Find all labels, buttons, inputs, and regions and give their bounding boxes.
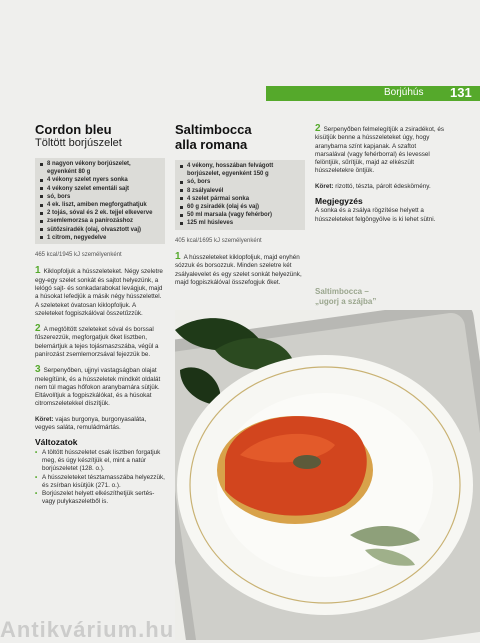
step-2 (35, 325, 165, 359)
saltimbocca-photo (175, 310, 480, 640)
section-title: Borjúhús (384, 87, 424, 98)
step-1 (175, 250, 305, 287)
step-1 (35, 267, 165, 318)
note-text: A sonka és a zsálya rögzítése helyett a hússzeleteket felgöngyölve is ki lehet sütni. (315, 207, 436, 223)
page-number: 131 (450, 85, 472, 100)
side-dish-label: Köret: (315, 182, 334, 190)
step-number: 3 (35, 364, 41, 376)
variation-item: • A töltött hússzeletet csak lisztben forgatjuk meg, és úgy készítjük el, mint a natúr borjúszeletet (128. o.). (35, 449, 165, 474)
ingredient-item: sütőzsiradék (olaj, olvasztott vaj) (39, 226, 161, 234)
ingredient-item: só, bors (39, 193, 161, 201)
sage-leaf (293, 455, 321, 469)
step-number: 1 (35, 265, 41, 277)
ingredient-item: 8 zsályalevél (179, 187, 301, 195)
side-dish-label: Köret: (35, 415, 54, 423)
step-number: 2 (35, 323, 41, 335)
caption-line-1: Saltimbocca – (315, 287, 369, 296)
step-text: Serpenyőben felmelegítjük a zsiradékot, és kisütjük benne a hússzeleteket úgy, hogy aranybarna színt kapjanak. A szaftot marsalával (vagy fehérborral) és levessel felöntjük, sűrítjük, majd az elkészült hússzeletekre öntjük. (315, 126, 444, 175)
side-dish (315, 183, 445, 191)
ingredient-item: 4 vékony szelet ementáli sajt (39, 185, 161, 193)
ingredient-item: 4 szelet pármai sonka (179, 195, 301, 203)
step-text: Kiklopfoljuk a hússzeleteket. Négy szeletre egy-egy szelet sonkát és sajtot helyezünk, a lelógó sajt- és sonkadarabokat levágjuk, majd a húsokat lefedjük a másik négy hússzelettel. A szeleteket óvatosan kiklopfoljuk. A szeleteket fogpiszkálóval összetűzzük. (35, 268, 163, 317)
step-number: 1 (175, 250, 181, 262)
ingredient-list (175, 160, 305, 230)
ingredient-item: 2 tojás, sóval és 2 ek. tejjel elkeverve (39, 209, 161, 217)
ingredient-item: zsemlemorzsa a panírozáshoz (39, 217, 161, 225)
calorie-info: 405 kcal/1695 kJ személyenként (175, 237, 262, 244)
step-number: 2 (315, 123, 321, 134)
side-dish-text: rizottó, tészta, párolt édeskömény. (335, 182, 431, 190)
recipe-saltimbocca-continued (315, 125, 445, 230)
ingredient-item: 4 vékony szelet nyers sonka (39, 176, 161, 184)
recipe-cordon-bleu (35, 122, 165, 507)
ingredient-item: 4 vékony, hosszában felvágott borjúszelet, egyenként 150 g (179, 162, 301, 178)
ingredient-item: 60 g zsiradék (olaj és vaj) (179, 203, 301, 211)
recipe-title: Saltimbocca (175, 122, 252, 137)
step-text: Serpenyőben, ujjnyi vastagságban olajat melegítünk, és a hússzeletek mindkét oldalát nem túl magas hőfokon aranybarnára sütjük. Eltávolítjuk a fogpiszkálókat, és a húsokat citromszeletekkel díszítjük. (35, 367, 161, 408)
section-header-bar (266, 86, 480, 101)
ingredient-item: 125 ml húsleves (179, 219, 301, 227)
recipe-title: Cordon bleu (35, 122, 112, 137)
recipe-title-line2: alla romana (175, 137, 248, 152)
photo-caption (315, 287, 445, 307)
side-dish-text: vajas burgonya, burgonyasaláta, vegyes saláta, remuládmártás. (35, 415, 147, 432)
ingredient-item: 8 nagyon vékony borjúszelet, egyenként 80 g (39, 160, 161, 176)
note-title: Megjegyzés (315, 196, 363, 207)
variation-item: • A hússzeleteket tésztamasszába helyezzük, és zsírban kisütjük (271. o.). (35, 474, 165, 491)
watermark: Antikvárium.hu (0, 617, 175, 642)
recipe-saltimbocca (175, 122, 305, 294)
caption-line-2: „ugorj a szájba” (315, 297, 377, 306)
ingredient-item: 4 ek. liszt, amiben megforgathatjuk (39, 201, 161, 209)
calorie-info: 465 kcal/1945 kJ személyenként (35, 252, 122, 259)
step-text: A megtöltött szeleteket sóval és borssal fűszerezzük, megforgatjuk őket lisztben, belemártjuk a tejes tojásmaszszába, végül a panírozást zsemlemorzsával fejezzük be. (35, 326, 159, 358)
step-3 (35, 366, 165, 408)
variation-item: • Borjúszelet helyett elkészíthetjük sertés- vagy pulykaszeletből is. (35, 490, 165, 507)
ingredient-item: 1 citrom, negyedelve (39, 234, 161, 242)
step-2 (315, 125, 445, 176)
ingredient-list (35, 158, 165, 244)
side-dish (35, 416, 165, 433)
step-text: A hússzeleteket kiklopfoljuk, majd enyhén sózzuk és borsozzuk. Minden szeletre két zsályalevelet és egy szelet sonkát helyezünk, majd fogpiszkálóval összefogjuk őket. (175, 253, 302, 286)
recipe-subtitle: Töltött borjúszelet (35, 137, 122, 149)
variations-list (35, 449, 165, 507)
ingredient-item: 50 ml marsala (vagy fehérbor) (179, 211, 301, 219)
ingredient-item: só, bors (179, 178, 301, 186)
variations-title: Változatok (35, 437, 78, 448)
